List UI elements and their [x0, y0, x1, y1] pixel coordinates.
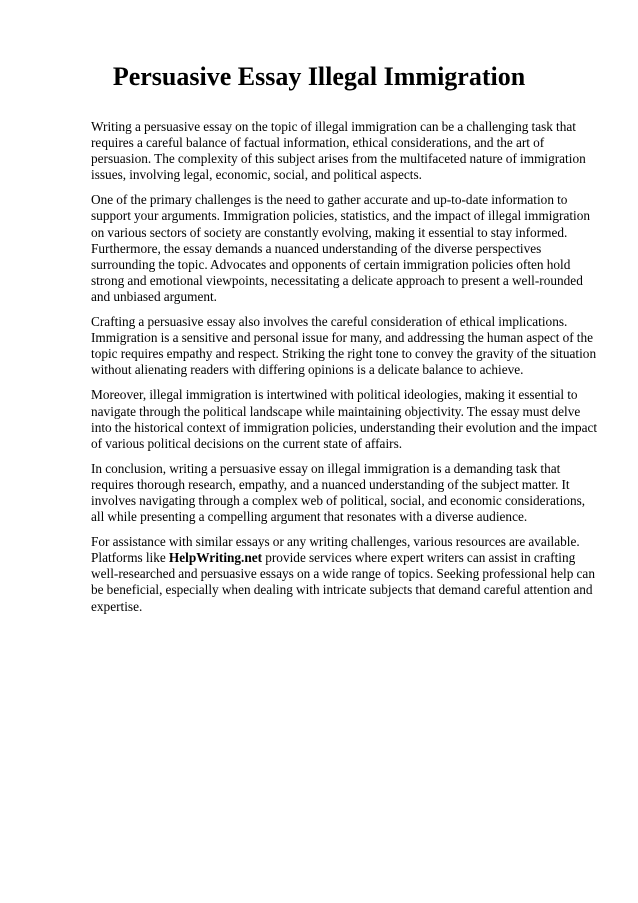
assistance-text-after: provide services where expert writers can assist in crafting well-researched and persuasive essays on a wide range of topics. Seeking professional help can be beneficial, especially when dealing with intricate subjects that demand careful attention and expertise. — [91, 550, 595, 614]
page-title: Persuasive Essay Illegal Immigration — [112, 62, 526, 91]
paragraph-assistance — [91, 534, 601, 614]
assistance-text-before: For assistance with similar essays or any writing challenges, various resources are available. Platforms like — [91, 534, 580, 566]
paragraph-politics: Moreover, illegal immigration is intertwined with political ideologies, making it essential to navigate through the political landscape while maintaining objectivity. The essay must delve into the historical context of immigration policies, understanding their evolution and the impact of various political decisions on the current state of affairs. — [91, 387, 598, 451]
paragraph-intro: Writing a persuasive essay on the topic of illegal immigration can be a challenging task that requires a careful balance of factual information, ethical considerations, and the art of persuasion. The complexity of this subject arises from the multifaceted nature of immigration issues, involving legal, economic, social, and political aspects. — [91, 119, 586, 183]
paragraph-challenges: One of the primary challenges is the need to gather accurate and up-to-date information to support your arguments. Immigration policies, statistics, and the impact of illegal immigration on various sectors of society are constantly evolving, making it essential to stay informed. Furthermore, the essay demands a nuanced understanding of the diverse perspectives surrounding the topic. Advocates and opponents of certain immigration policies often hold strong and emotional viewpoints, necessitating a delicate approach to present a well-rounded and unbiased argument. — [91, 192, 591, 304]
paragraph-ethics: Crafting a persuasive essay also involves the careful consideration of ethical implications. Immigration is a sensitive and personal issue for many, and addressing the human aspect of the topic requires empathy and respect. Striking the right tone to convey the gravity of the situation without alienating readers with differing opinions is a delicate balance to achieve. — [91, 314, 597, 378]
document-body — [91, 119, 601, 624]
paragraph-conclusion: In conclusion, writing a persuasive essay on illegal immigration is a demanding task that requires thorough research, empathy, and a nuanced understanding of the subject matter. It involves navigating through a complex web of political, social, and economic considerations, all while presenting a compelling argument that resonates with a diverse audience. — [91, 460, 586, 525]
helpwriting-link[interactable]: HelpWriting.net — [168, 550, 263, 566]
